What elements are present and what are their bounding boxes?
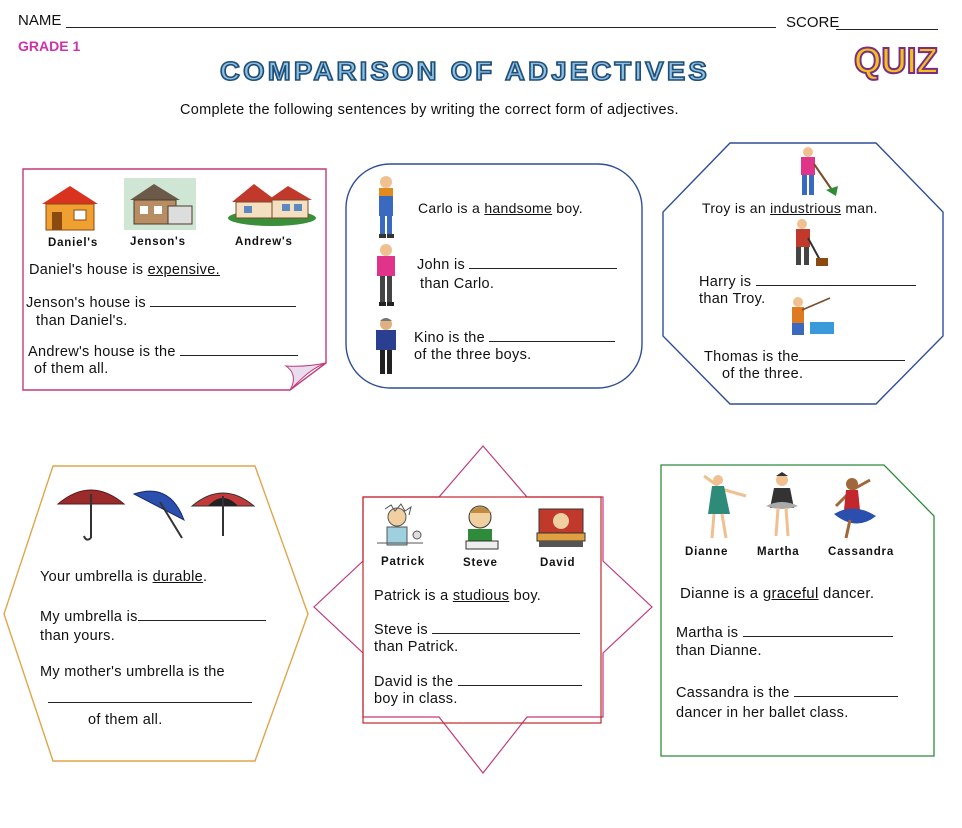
students-sentence-3: David is the xyxy=(374,671,582,691)
name-field[interactable] xyxy=(66,27,776,28)
dancer-label-cassandra: Cassandra xyxy=(828,546,895,558)
man-icon-harry xyxy=(786,218,830,270)
answer-blank-students-2[interactable] xyxy=(432,619,580,634)
boy-icon-kino xyxy=(373,316,399,378)
quiz-logo-text: QUIZ xyxy=(854,40,938,81)
umbrella-icon-1 xyxy=(56,484,126,542)
house-icon-andrew xyxy=(228,180,316,226)
umbrellas-sentence-1: Your umbrella is durable. xyxy=(40,569,208,585)
student-label-steve: Steve xyxy=(463,557,498,569)
house-icon-jenson xyxy=(124,178,196,230)
student-icon-steve xyxy=(456,503,506,551)
houses-sentence-3-cont: of them all. xyxy=(34,361,109,377)
houses-sentence-2-cont: than Daniel's. xyxy=(36,313,128,329)
students-sentence-1: Patrick is a studious boy. xyxy=(374,588,542,604)
worksheet-title-text: COMPARISON OF ADJECTIVES xyxy=(220,56,710,86)
houses-sentence-3: Andrew's house is the xyxy=(28,341,298,361)
answer-blank-dancers-3[interactable] xyxy=(794,682,898,697)
house-label-daniel: Daniel's xyxy=(48,237,99,249)
houses-sentence-1: Daniel's house is expensive. xyxy=(29,262,220,278)
answer-blank-men-3[interactable] xyxy=(799,346,905,361)
umbrellas-sentence-3: My mother's umbrella is the xyxy=(40,664,225,680)
man-icon-troy xyxy=(796,146,840,198)
dancer-label-martha: Martha xyxy=(757,546,800,558)
student-label-david: David xyxy=(540,557,576,569)
umbrella-icon-2 xyxy=(130,484,190,542)
dancer-icon-martha xyxy=(764,472,800,540)
students-sentence-2: Steve is xyxy=(374,619,580,639)
men-sentence-2-cont: than Troy. xyxy=(699,291,766,307)
boys-sentence-3: Kino is the xyxy=(414,327,615,347)
score-label: SCORE xyxy=(786,14,840,31)
dancers-sentence-3: Cassandra is the xyxy=(676,682,898,702)
adjective-studious: studious xyxy=(452,588,510,604)
name-label: NAME xyxy=(18,12,62,29)
men-sentence-2: Harry is xyxy=(699,271,916,291)
boys-sentence-2: John is xyxy=(417,254,617,274)
instructions: Complete the following sentences by writing the correct form of adjectives. xyxy=(180,102,679,118)
houses-sentence-2: Jenson's house is xyxy=(26,292,296,312)
worksheet-title xyxy=(220,52,720,92)
men-sentence-3-cont: of the three. xyxy=(722,366,804,382)
answer-blank-students-3[interactable] xyxy=(458,671,582,686)
answer-blank-umbrellas-2[interactable] xyxy=(138,606,266,621)
boys-sentence-2-cont: than Carlo. xyxy=(420,276,495,292)
answer-blank-dancers-2[interactable] xyxy=(743,622,893,637)
adjective-durable: durable xyxy=(152,569,204,585)
students-sentence-3-cont: boy in class. xyxy=(374,691,458,707)
answer-blank-houses-3[interactable] xyxy=(180,341,298,356)
answer-blank-umbrellas-3[interactable] xyxy=(48,702,252,703)
answer-blank-boys-3[interactable] xyxy=(489,327,615,342)
boys-sentence-1: Carlo is a handsome boy. xyxy=(418,200,583,216)
dancer-label-dianne: Dianne xyxy=(685,546,729,558)
dancer-icon-cassandra xyxy=(830,476,880,540)
house-label-andrew: Andrew's xyxy=(235,236,293,248)
house-icon-daniel xyxy=(40,184,100,232)
umbrellas-sentence-3-cont: of them all. xyxy=(88,712,163,728)
students-sentence-2-cont: than Patrick. xyxy=(374,639,459,655)
answer-blank-boys-2[interactable] xyxy=(469,254,617,269)
student-icon-david xyxy=(533,501,589,549)
student-label-patrick: Patrick xyxy=(381,556,425,568)
score-field[interactable] xyxy=(836,29,938,30)
adjective-expensive: expensive. xyxy=(147,262,220,278)
man-icon-thomas xyxy=(790,294,836,338)
grade-label: GRADE 1 xyxy=(18,38,81,54)
boys-sentence-3-cont: of the three boys. xyxy=(414,347,532,363)
adjective-industrious: industrious xyxy=(770,200,842,216)
men-sentence-1: Troy is an industrious man. xyxy=(702,200,878,216)
dancers-sentence-2: Martha is xyxy=(676,622,893,642)
house-label-jenson: Jenson's xyxy=(130,236,186,248)
umbrellas-sentence-2: My umbrella is xyxy=(40,606,266,626)
dancers-sentence-2-cont: than Dianne. xyxy=(676,643,762,659)
umbrellas-sentence-2-cont: than yours. xyxy=(40,628,116,644)
men-sentence-3: Thomas is the xyxy=(704,346,905,366)
boy-icon-carlo xyxy=(373,174,399,238)
dancer-icon-dianne xyxy=(700,474,750,542)
student-icon-patrick xyxy=(373,503,429,553)
adjective-handsome: handsome xyxy=(484,200,553,216)
quiz-logo xyxy=(852,40,942,80)
boy-icon-john xyxy=(373,242,399,306)
answer-blank-houses-2[interactable] xyxy=(150,292,296,307)
umbrella-icon-3 xyxy=(190,488,256,540)
dancers-sentence-3-cont: dancer in her ballet class. xyxy=(676,705,849,721)
dancers-sentence-1: Dianne is a graceful dancer. xyxy=(680,585,875,602)
students-box-border xyxy=(313,445,653,775)
adjective-graceful: graceful xyxy=(762,585,819,602)
answer-blank-men-2[interactable] xyxy=(756,271,916,286)
